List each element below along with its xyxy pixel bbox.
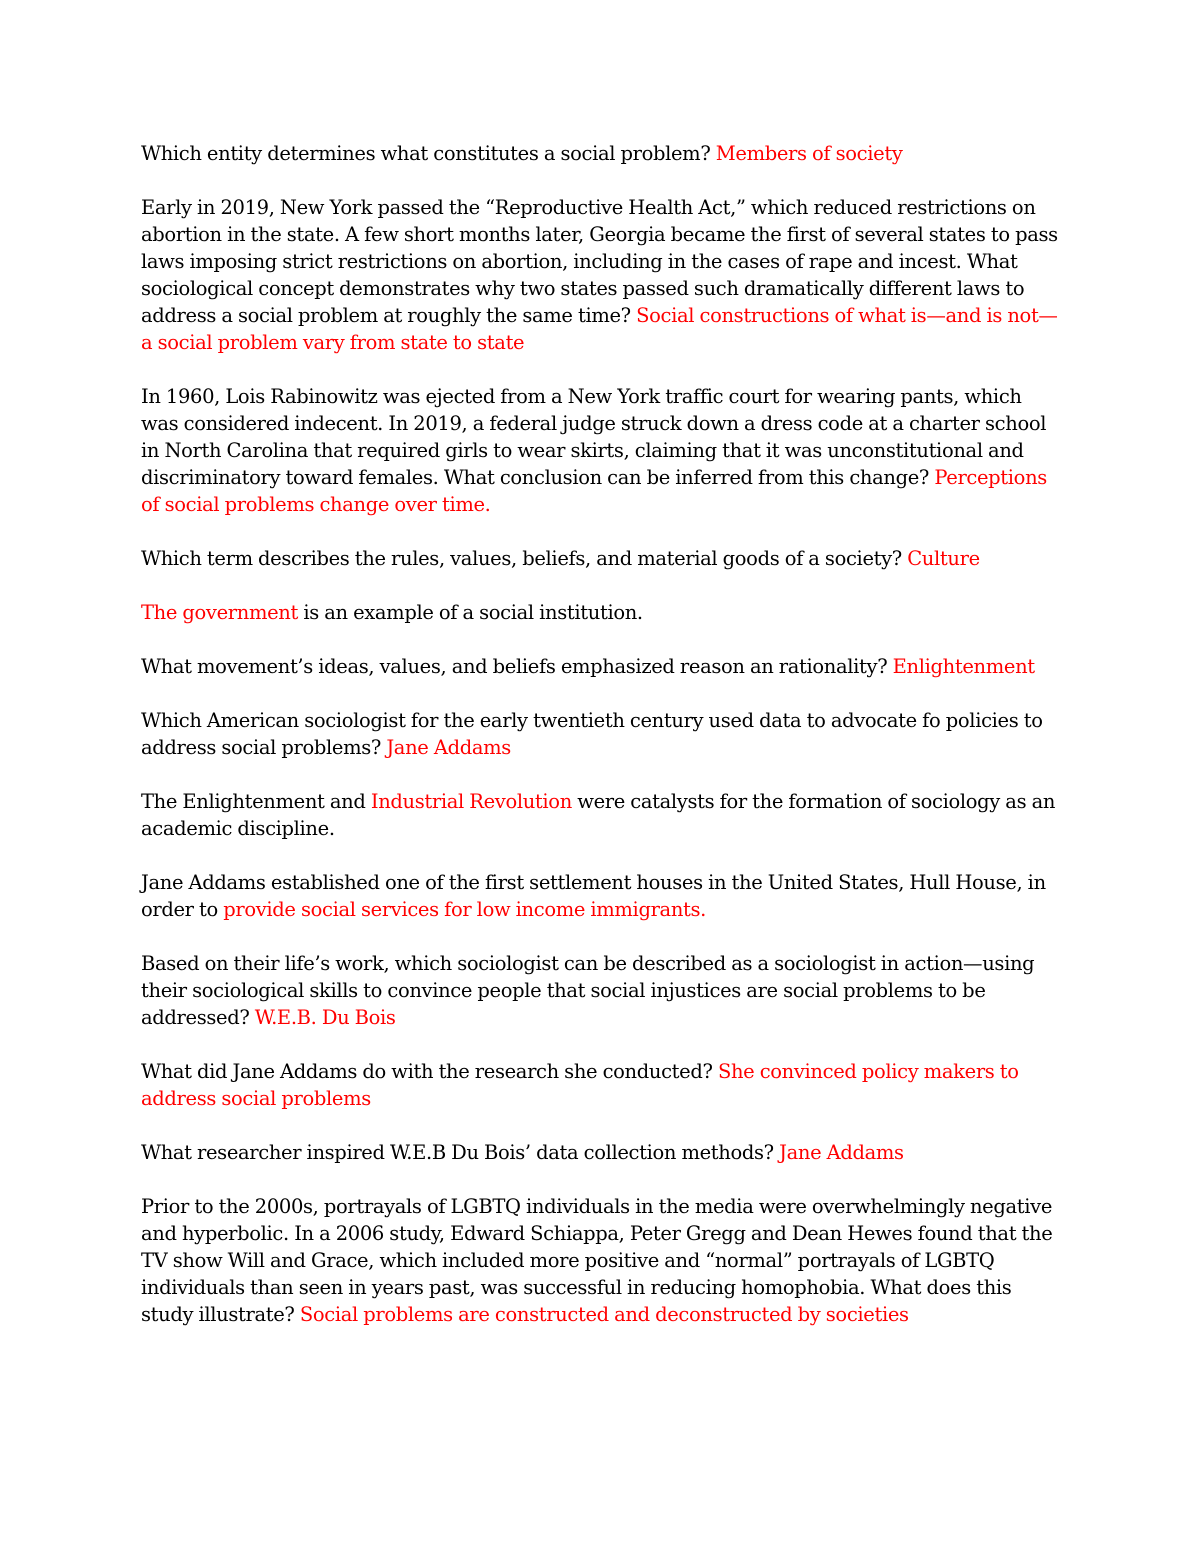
question-american-sociologist [141,707,1061,761]
question-dress-code [141,383,1061,518]
question-text: Jane Addams established one of the first settlement houses in the United States, Hull House, in order to [141,871,1046,921]
question-text-continued: were catalysts for the formation of sociology as an academic discipline. [141,790,1056,840]
question-entity-social-problem [141,140,1061,167]
question-text: Prior to the 2000s, portrayals of LGBTQ individuals in the media were overwhelmingly negative and hyperbolic. In a 2006 study, Edward Schiappa, Peter Gregg and Dean Hewes found that the TV show Will and Grace, which included more positive and “normal” portrayals of LGBTQ individuals than seen in years past, was successful in reducing homophobia. What does this study illustrate? [141,1195,1053,1326]
question-movement [141,653,1061,680]
answer-text: Industrial Revolution [370,790,572,813]
question-text: Which term describes the rules, values, beliefs, and material goods of a society? [141,547,908,570]
question-text: What researcher inspired W.E.B Du Bois’ data collection methods? [141,1141,780,1164]
document-page [141,140,1061,1355]
answer-text: Members of society [715,142,903,165]
question-addams-research [141,1058,1061,1112]
question-culture [141,545,1061,572]
answer-text: Enlightenment [892,655,1035,678]
answer-text: Perceptions of social problems change over time. [141,466,1047,516]
question-reproductive-health-act [141,194,1061,356]
question-social-institution [141,599,1061,626]
question-catalysts [141,788,1061,842]
question-text: Based on their life’s work, which sociologist can be described as a sociologist in action—using their sociological skills to convince people that social injustices are social problems to be addressed? [141,952,1035,1029]
question-text: What did Jane Addams do with the research she conducted? [141,1060,718,1083]
question-text: Which American sociologist for the early twentieth century used data to advocate fo policies to address social problems? [141,709,1043,759]
question-lgbtq-media [141,1193,1061,1328]
question-text: Which entity determines what constitutes a social problem? [141,142,716,165]
answer-text: The government [141,601,298,624]
question-text: In 1960, Lois Rabinowitz was ejected from a New York traffic court for wearing pants, which was considered indecent. In 2019, a federal judge struck down a dress code at a charter school in North Carolina that required girls to wear skirts, claiming that it was unconstitutional and discriminatory toward females. What conclusion can be inferred from this change? [141,385,1047,489]
question-hull-house [141,869,1061,923]
answer-text: She convinced policy makers to address social problems [141,1060,1019,1110]
answer-text: W.E.B. Du Bois [254,1006,396,1029]
question-text: The Enlightenment and [141,790,371,813]
question-text: Early in 2019, New York passed the “Reproductive Health Act,” which reduced restrictions on abortion in the state. A few short months later, Georgia became the first of several states to pass laws imposing strict restrictions on abortion, including in the cases of rape and incest. What sociological concept demonstrates why two states passed such dramatically different laws to address a social problem at roughly the same time? [141,196,1058,327]
question-text: is an example of a social institution. [298,601,643,624]
question-du-bois-inspiration [141,1139,1061,1166]
answer-text: provide social services for low income immigrants. [223,898,707,921]
question-text: What movement’s ideas, values, and beliefs emphasized reason an rationality? [141,655,893,678]
answer-text: Jane Addams [386,736,511,759]
answer-text: Social problems are constructed and deconstructed by societies [299,1303,909,1326]
answer-text: Jane Addams [779,1141,904,1164]
answer-text: Culture [907,547,980,570]
question-sociologist-in-action [141,950,1061,1031]
answer-text: Social constructions of what is—and is not—a social problem vary from state to state [141,304,1058,354]
